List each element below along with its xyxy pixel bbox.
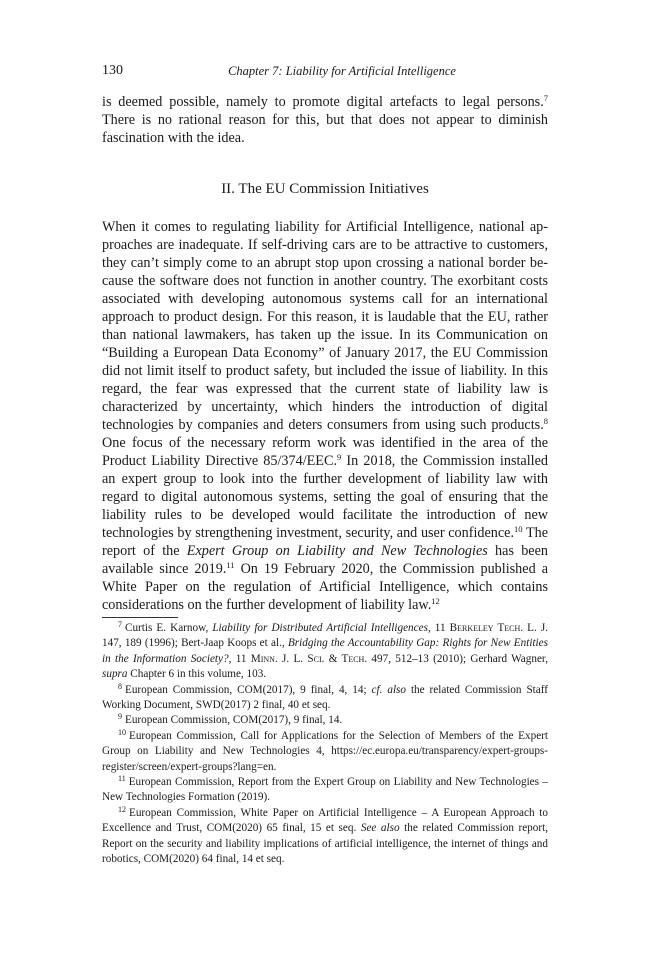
footnote-number: 7: [118, 620, 122, 629]
footnote-ref-9[interactable]: 9: [337, 452, 342, 462]
running-title: Chapter 7: Liability for Artificial Intelligence: [228, 64, 456, 78]
footnote-text: European Commission, COM(2017), 9 final, 4, 14;: [125, 683, 372, 696]
page-header: [102, 63, 548, 81]
footnote-italic: supra: [102, 668, 128, 681]
paragraph-text: There is no rational reason for this, but that does not appear to diminish fascination with the idea.: [102, 112, 548, 146]
footnote-11: [102, 775, 548, 806]
paragraph-continuation: [102, 93, 548, 147]
footnote-text: , 11: [427, 622, 450, 634]
paragraph-text: In 2018, the Commission installed an expert group to look into the further development of liability law with regard to digital autonomous systems, setting the goal of ensuring that the liability rules to be developed would facilitate the introduction of new technologies by strengthening investment, security, and user confidence.: [102, 453, 548, 541]
footnote-text: L. J. 147, 189 (1996); Bert-Jaap Koops et al.,: [102, 622, 549, 650]
footnote-ref-12[interactable]: 12: [431, 596, 440, 606]
footnote-text: European Commission, Report from the Expert Group on Liability and New Technologies – New Technologies Formation (2019).: [102, 776, 548, 804]
footnote-italic: cf. also: [371, 683, 406, 696]
paragraph-text: is deemed possible, namely to promote digital artefacts to legal persons.: [102, 94, 544, 110]
paragraph-text: On 19 February 2020, the Commission published a White Paper on the regulation of Artificial Intelligence, which contains considerations on the further development of liability law.: [102, 561, 548, 613]
paragraph-text: One focus of the necessary reform work was identified in the area of the Product Liability Directive 85/374/EEC.: [102, 435, 548, 469]
footnote-text: European Commission, Call for Applications for the Selection of Members of the Expert Group on Liability and New Technologies 4, https://ec.europa.eu/transparency/expert-groups-register/screen/expert-groups?lang=en.: [102, 729, 548, 773]
footnote-7: [102, 621, 548, 683]
footnote-ref-11[interactable]: 11: [226, 560, 235, 570]
paragraph-main: [102, 218, 548, 614]
footnote-divider: [102, 617, 178, 618]
paragraph-text: When it comes to regulating liability for Artificial Intelligence, national approaches are inadequate. If self-driving cars are to be attractive to customers, they can’t simply come to an abrupt stop upon crossing a national border because the software does not function in another country. The exorbitant costs associated with developing autonomous systems call for an international approach to product design. For this reason, it is laudable that the EU, rather than national lawmakers, has taken up the issue. In its Communication on “Building a European Data Economy” of January 2017, the EU Commission did not limit itself to product safety, but included the issue of liability. In this regard, the fear was expressed that the current state of liability law is characterized by uncertainty, which hinders the introduction of digital technologies by companies and deters consumers from using such products.: [102, 219, 548, 433]
footnote-10: [102, 729, 548, 775]
footnote-ref-10[interactable]: 10: [514, 524, 523, 534]
footnote-number: 11: [118, 774, 126, 784]
footnote-ref-8[interactable]: 8: [543, 416, 548, 426]
page-number: 130: [102, 63, 123, 78]
footnote-text: , 11: [228, 652, 251, 665]
footnote-text: Curtis E. Karnow,: [125, 622, 213, 634]
footnote-ref-7[interactable]: 7: [543, 93, 548, 103]
footnote-italic: See also: [360, 822, 400, 835]
footnote-text: 497, 512–13 (2010); Gerhard Wagner,: [367, 652, 548, 665]
section-heading: II. The EU Commission Initiatives: [221, 181, 429, 197]
paragraph-text: has been available since 2019.: [102, 543, 548, 577]
report-title: Expert Group on Liability and New Technologies: [186, 543, 488, 559]
journal-name: Minn. J. L. Sci. & Tech.: [250, 652, 368, 665]
footnote-text: European Commission, White Paper on Artificial Intelligence – A European Approach to Excellence and Trust, COM(2020) 65 final, 15 et seq.: [102, 806, 548, 835]
footnote-number: 9: [118, 712, 122, 722]
footnote-italic: Bridging the Accountability Gap: Rights for New Entities in the Information Society?: [102, 637, 548, 665]
footnote-number: 12: [118, 804, 126, 814]
footnote-text: the related Commission report, Report on the security and liability implications of artificial intelligence, the internet of things and robotics, COM(2020) 64 final, 14 et seq.: [102, 822, 548, 866]
footnote-12: [102, 806, 548, 868]
footnotes: [102, 621, 548, 868]
paragraph-text: The report of the: [102, 525, 548, 559]
footnote-text: European Commission, COM(2017), 9 final, 14.: [125, 714, 343, 727]
footnote-8: [102, 683, 548, 714]
footnote-text: Chapter 6 in this volume, 103.: [127, 668, 267, 681]
footnote-text: the related Commission Staff Working Document, SWD(2017) 2 final, 40 et seq.: [102, 683, 548, 712]
footnote-number: 8: [118, 681, 122, 691]
footnote-9: [102, 713, 548, 728]
footnote-italic: Liability for Distributed Artificial Intelligences: [212, 622, 428, 634]
footnote-number: 10: [118, 727, 126, 737]
journal-name: Berkeley Tech.: [449, 622, 524, 634]
